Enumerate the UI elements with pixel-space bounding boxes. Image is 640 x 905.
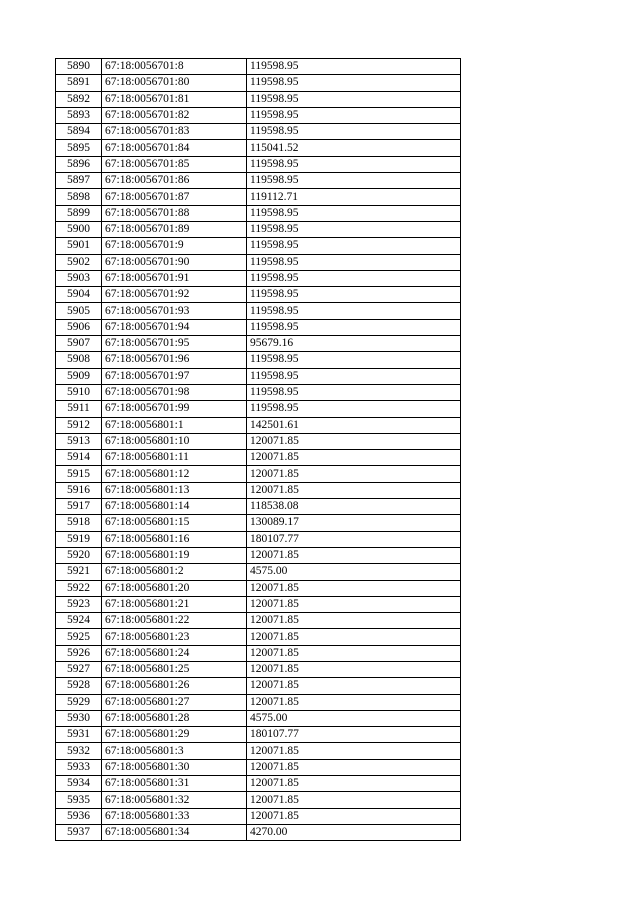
table-row	[56, 792, 461, 808]
table-row	[56, 433, 461, 449]
row-number-cell: 5906	[56, 319, 102, 335]
row-number-cell: 5932	[56, 743, 102, 759]
table-row	[56, 629, 461, 645]
row-number-cell: 5894	[56, 124, 102, 140]
table-row	[56, 824, 461, 840]
cadastral-value-cell: 119598.95	[247, 205, 461, 221]
cadastral-number-cell: 67:18:0056801:21	[102, 596, 247, 612]
table-row	[56, 107, 461, 123]
cadastral-number-cell: 67:18:0056801:26	[102, 678, 247, 694]
cadastral-number-cell: 67:18:0056801:15	[102, 515, 247, 531]
row-number-cell: 5924	[56, 613, 102, 629]
table-row	[56, 694, 461, 710]
table-row	[56, 91, 461, 107]
cadastral-number-cell: 67:18:0056701:8	[102, 59, 247, 75]
cadastral-number-cell: 67:18:0056801:3	[102, 743, 247, 759]
table-row	[56, 727, 461, 743]
table-row	[56, 352, 461, 368]
cadastral-number-cell: 67:18:0056801:23	[102, 629, 247, 645]
cadastral-value-cell: 142501.61	[247, 417, 461, 433]
cadastral-number-cell: 67:18:0056801:11	[102, 450, 247, 466]
table-row	[56, 596, 461, 612]
cadastral-value-cell: 119112.71	[247, 189, 461, 205]
row-number-cell: 5903	[56, 270, 102, 286]
table-row	[56, 368, 461, 384]
cadastral-value-table	[55, 58, 461, 841]
row-number-cell: 5923	[56, 596, 102, 612]
cadastral-number-cell: 67:18:0056701:85	[102, 156, 247, 172]
table-row	[56, 270, 461, 286]
row-number-cell: 5910	[56, 384, 102, 400]
row-number-cell: 5890	[56, 59, 102, 75]
table-row	[56, 466, 461, 482]
table-row	[56, 75, 461, 91]
cadastral-value-cell: 4575.00	[247, 564, 461, 580]
cadastral-number-cell: 67:18:0056801:12	[102, 466, 247, 482]
cadastral-number-cell: 67:18:0056701:94	[102, 319, 247, 335]
cadastral-value-cell: 4270.00	[247, 824, 461, 840]
row-number-cell: 5909	[56, 368, 102, 384]
cadastral-value-cell: 119598.95	[247, 75, 461, 91]
table-row	[56, 580, 461, 596]
row-number-cell: 5915	[56, 466, 102, 482]
cadastral-value-cell: 120071.85	[247, 613, 461, 629]
cadastral-value-cell: 180107.77	[247, 727, 461, 743]
cadastral-value-cell: 119598.95	[247, 156, 461, 172]
cadastral-value-cell: 120071.85	[247, 450, 461, 466]
cadastral-value-cell: 119598.95	[247, 368, 461, 384]
cadastral-number-cell: 67:18:0056801:19	[102, 547, 247, 563]
cadastral-number-cell: 67:18:0056701:82	[102, 107, 247, 123]
row-number-cell: 5922	[56, 580, 102, 596]
table-row	[56, 140, 461, 156]
table-row	[56, 678, 461, 694]
row-number-cell: 5917	[56, 499, 102, 515]
table-row	[56, 189, 461, 205]
cadastral-number-cell: 67:18:0056701:87	[102, 189, 247, 205]
cadastral-number-cell: 67:18:0056701:90	[102, 254, 247, 270]
cadastral-number-cell: 67:18:0056701:80	[102, 75, 247, 91]
cadastral-number-cell: 67:18:0056801:30	[102, 759, 247, 775]
cadastral-number-cell: 67:18:0056701:92	[102, 287, 247, 303]
row-number-cell: 5900	[56, 221, 102, 237]
cadastral-value-cell: 119598.95	[247, 401, 461, 417]
row-number-cell: 5919	[56, 531, 102, 547]
cadastral-number-cell: 67:18:0056801:34	[102, 824, 247, 840]
cadastral-number-cell: 67:18:0056701:88	[102, 205, 247, 221]
table-row	[56, 759, 461, 775]
cadastral-number-cell: 67:18:0056801:25	[102, 661, 247, 677]
cadastral-value-cell: 4575.00	[247, 710, 461, 726]
cadastral-number-cell: 67:18:0056801:24	[102, 645, 247, 661]
cadastral-number-cell: 67:18:0056801:33	[102, 808, 247, 824]
row-number-cell: 5892	[56, 91, 102, 107]
cadastral-value-cell: 120071.85	[247, 596, 461, 612]
cadastral-number-cell: 67:18:0056701:97	[102, 368, 247, 384]
cadastral-number-cell: 67:18:0056801:27	[102, 694, 247, 710]
row-number-cell: 5928	[56, 678, 102, 694]
row-number-cell: 5891	[56, 75, 102, 91]
cadastral-number-cell: 67:18:0056801:2	[102, 564, 247, 580]
cadastral-number-cell: 67:18:0056701:81	[102, 91, 247, 107]
cadastral-value-cell: 118538.08	[247, 499, 461, 515]
cadastral-value-cell: 115041.52	[247, 140, 461, 156]
row-number-cell: 5897	[56, 173, 102, 189]
cadastral-value-cell: 120071.85	[247, 580, 461, 596]
table-row	[56, 613, 461, 629]
cadastral-value-cell: 119598.95	[247, 319, 461, 335]
table-row	[56, 238, 461, 254]
table-row	[56, 417, 461, 433]
row-number-cell: 5895	[56, 140, 102, 156]
row-number-cell: 5926	[56, 645, 102, 661]
table-row	[56, 547, 461, 563]
row-number-cell: 5904	[56, 287, 102, 303]
table-row	[56, 564, 461, 580]
cadastral-value-cell: 95679.16	[247, 336, 461, 352]
table-row	[56, 336, 461, 352]
table-row	[56, 645, 461, 661]
cadastral-value-cell: 120071.85	[247, 629, 461, 645]
row-number-cell: 5921	[56, 564, 102, 580]
row-number-cell: 5911	[56, 401, 102, 417]
table-row	[56, 303, 461, 319]
table-row	[56, 661, 461, 677]
cadastral-number-cell: 67:18:0056701:83	[102, 124, 247, 140]
cadastral-number-cell: 67:18:0056801:13	[102, 482, 247, 498]
cadastral-number-cell: 67:18:0056701:95	[102, 336, 247, 352]
cadastral-number-cell: 67:18:0056701:98	[102, 384, 247, 400]
cadastral-number-cell: 67:18:0056701:96	[102, 352, 247, 368]
table-row	[56, 743, 461, 759]
cadastral-value-cell: 119598.95	[247, 59, 461, 75]
table-row	[56, 59, 461, 75]
table-row	[56, 531, 461, 547]
table-row	[56, 515, 461, 531]
row-number-cell: 5898	[56, 189, 102, 205]
cadastral-number-cell: 67:18:0056801:31	[102, 776, 247, 792]
table-row	[56, 384, 461, 400]
table-row	[56, 287, 461, 303]
cadastral-value-cell: 120071.85	[247, 482, 461, 498]
row-number-cell: 5930	[56, 710, 102, 726]
cadastral-value-cell: 119598.95	[247, 270, 461, 286]
cadastral-number-cell: 67:18:0056701:89	[102, 221, 247, 237]
row-number-cell: 5925	[56, 629, 102, 645]
cadastral-value-cell: 119598.95	[247, 173, 461, 189]
cadastral-value-cell: 180107.77	[247, 531, 461, 547]
cadastral-value-cell: 119598.95	[247, 91, 461, 107]
table-row	[56, 450, 461, 466]
cadastral-value-cell: 119598.95	[247, 221, 461, 237]
row-number-cell: 5918	[56, 515, 102, 531]
row-number-cell: 5914	[56, 450, 102, 466]
cadastral-value-cell: 120071.85	[247, 808, 461, 824]
table-row	[56, 254, 461, 270]
cadastral-value-cell: 120071.85	[247, 645, 461, 661]
cadastral-number-cell: 67:18:0056701:86	[102, 173, 247, 189]
cadastral-value-cell: 120071.85	[247, 743, 461, 759]
cadastral-value-cell: 120071.85	[247, 694, 461, 710]
table-row	[56, 124, 461, 140]
cadastral-number-cell: 67:18:0056801:1	[102, 417, 247, 433]
cadastral-value-cell: 120071.85	[247, 776, 461, 792]
cadastral-number-cell: 67:18:0056701:93	[102, 303, 247, 319]
table-row	[56, 221, 461, 237]
row-number-cell: 5920	[56, 547, 102, 563]
table-row	[56, 156, 461, 172]
cadastral-value-cell: 119598.95	[247, 238, 461, 254]
table-row	[56, 710, 461, 726]
cadastral-number-cell: 67:18:0056701:9	[102, 238, 247, 254]
table-body	[56, 59, 461, 841]
row-number-cell: 5927	[56, 661, 102, 677]
cadastral-number-cell: 67:18:0056801:28	[102, 710, 247, 726]
cadastral-value-cell: 119598.95	[247, 107, 461, 123]
row-number-cell: 5936	[56, 808, 102, 824]
row-number-cell: 5934	[56, 776, 102, 792]
row-number-cell: 5905	[56, 303, 102, 319]
cadastral-value-cell: 120071.85	[247, 678, 461, 694]
row-number-cell: 5933	[56, 759, 102, 775]
row-number-cell: 5929	[56, 694, 102, 710]
cadastral-value-cell: 120071.85	[247, 792, 461, 808]
cadastral-value-cell: 119598.95	[247, 303, 461, 319]
table-row	[56, 401, 461, 417]
table-row	[56, 499, 461, 515]
table-row	[56, 482, 461, 498]
table-row	[56, 776, 461, 792]
cadastral-number-cell: 67:18:0056701:91	[102, 270, 247, 286]
row-number-cell: 5935	[56, 792, 102, 808]
row-number-cell: 5902	[56, 254, 102, 270]
row-number-cell: 5931	[56, 727, 102, 743]
cadastral-value-cell: 119598.95	[247, 287, 461, 303]
cadastral-number-cell: 67:18:0056801:22	[102, 613, 247, 629]
table-row	[56, 808, 461, 824]
cadastral-number-cell: 67:18:0056801:20	[102, 580, 247, 596]
row-number-cell: 5899	[56, 205, 102, 221]
row-number-cell: 5901	[56, 238, 102, 254]
row-number-cell: 5893	[56, 107, 102, 123]
cadastral-number-cell: 67:18:0056801:16	[102, 531, 247, 547]
cadastral-value-cell: 120071.85	[247, 433, 461, 449]
cadastral-value-cell: 120071.85	[247, 759, 461, 775]
table-row	[56, 173, 461, 189]
row-number-cell: 5912	[56, 417, 102, 433]
cadastral-number-cell: 67:18:0056801:29	[102, 727, 247, 743]
cadastral-value-cell: 119598.95	[247, 384, 461, 400]
cadastral-value-cell: 120071.85	[247, 547, 461, 563]
cadastral-number-cell: 67:18:0056701:84	[102, 140, 247, 156]
cadastral-number-cell: 67:18:0056801:32	[102, 792, 247, 808]
table-row	[56, 319, 461, 335]
cadastral-value-cell: 119598.95	[247, 124, 461, 140]
cadastral-value-cell: 130089.17	[247, 515, 461, 531]
cadastral-value-cell: 119598.95	[247, 254, 461, 270]
row-number-cell: 5937	[56, 824, 102, 840]
cadastral-number-cell: 67:18:0056801:10	[102, 433, 247, 449]
cadastral-value-cell: 120071.85	[247, 466, 461, 482]
cadastral-value-cell: 120071.85	[247, 661, 461, 677]
row-number-cell: 5916	[56, 482, 102, 498]
table-row	[56, 205, 461, 221]
cadastral-number-cell: 67:18:0056801:14	[102, 499, 247, 515]
row-number-cell: 5908	[56, 352, 102, 368]
row-number-cell: 5913	[56, 433, 102, 449]
cadastral-number-cell: 67:18:0056701:99	[102, 401, 247, 417]
row-number-cell: 5907	[56, 336, 102, 352]
cadastral-value-cell: 119598.95	[247, 352, 461, 368]
row-number-cell: 5896	[56, 156, 102, 172]
